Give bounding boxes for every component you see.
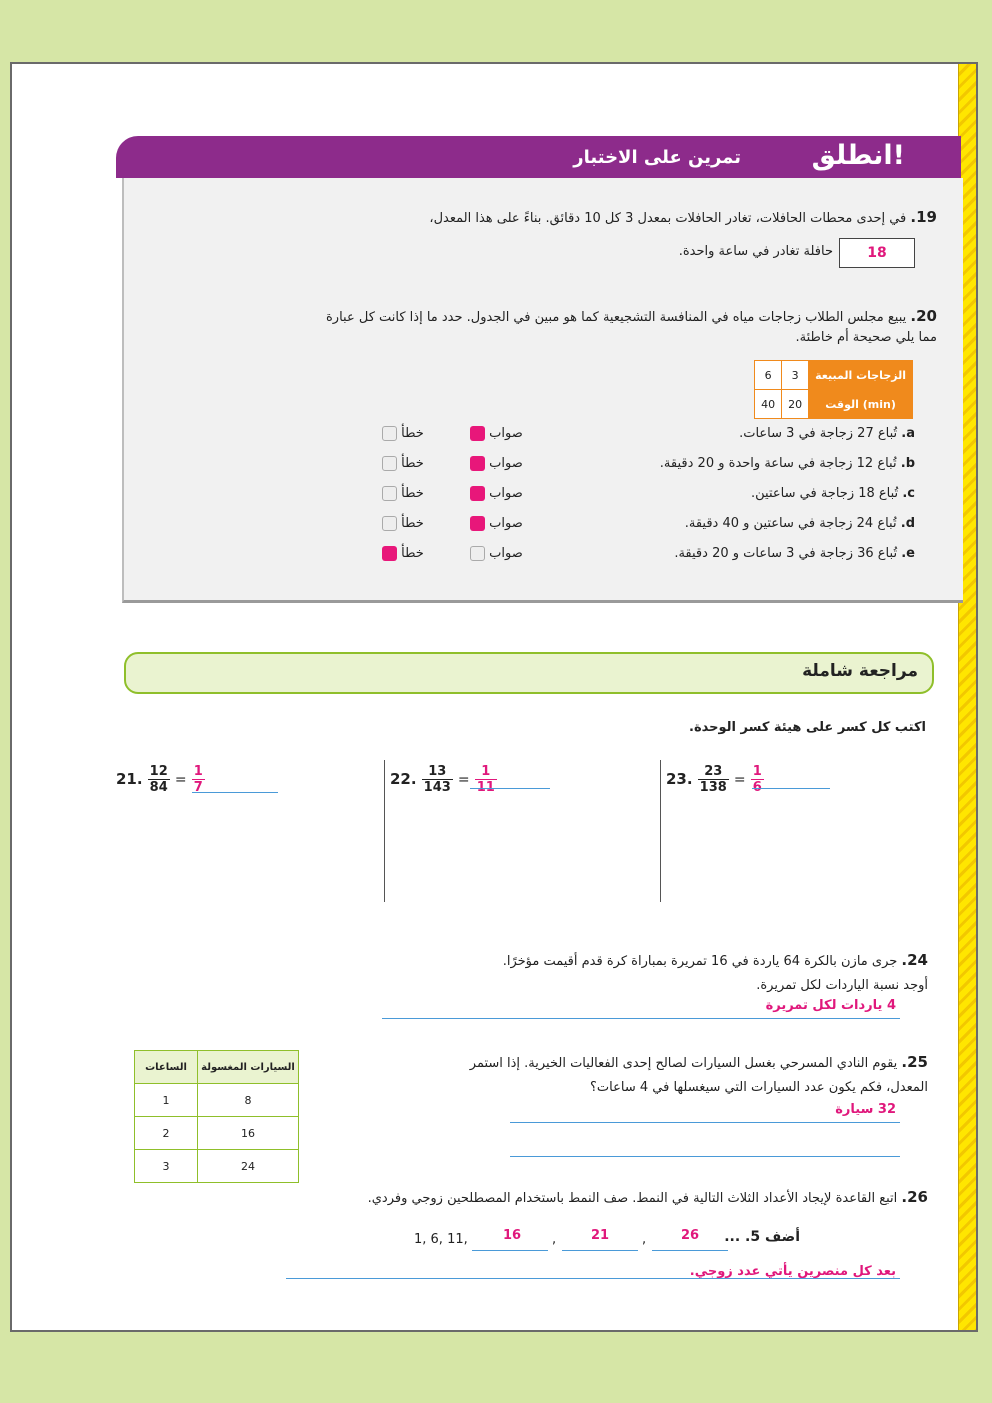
denominator: 84 <box>149 780 168 795</box>
denominator: 7 <box>193 780 203 795</box>
table-cell: 8 <box>198 1084 299 1117</box>
checkbox-true[interactable] <box>470 426 485 441</box>
numerator: 1 <box>193 764 203 779</box>
statement-text: تُباع 36 زجاجة في 3 ساعات و 20 دقيقة. <box>674 546 898 561</box>
denominator: 143 <box>423 780 451 795</box>
table-cell: 6 <box>755 361 782 390</box>
section-banner <box>116 136 961 178</box>
answer-line <box>286 1278 900 1279</box>
question-number: 20. <box>910 307 937 325</box>
question-text: اتبع القاعدة لإيجاد الأعداد الثلاث التالية في النمط. صف النمط باستخدام المصطلحين زوجي وفردي. <box>367 1191 898 1206</box>
question-19 <box>147 208 937 226</box>
numerator: 1 <box>475 764 497 780</box>
statement-letter: e. <box>901 546 915 561</box>
statement-text: تُباع 18 زجاجة في ساعتين. <box>751 486 899 501</box>
true-option[interactable] <box>470 546 523 561</box>
statement-b <box>575 456 915 471</box>
answer-fraction[interactable] <box>475 764 497 795</box>
numerator: 12 <box>149 764 168 779</box>
question-text-line1: يقوم النادي المسرحي بغسل السيارات لصالح إحدى الفعاليات الخيرية. إذا استمر <box>469 1056 898 1071</box>
checkbox-false[interactable] <box>382 516 397 531</box>
true-option[interactable] <box>470 486 523 501</box>
question-text-line1: جرى مازن بالكرة 64 ياردة في 16 تمريرة بمباراة كرة قدم أقيمت مؤخرًا. <box>502 954 898 969</box>
denominator: 11 <box>476 780 495 795</box>
numerator: 13 <box>422 764 453 780</box>
denominator: 138 <box>699 780 727 795</box>
column-divider <box>660 760 661 902</box>
true-label: صواب <box>489 486 523 501</box>
problem-number: 21. <box>116 770 143 788</box>
statement-a <box>575 426 915 441</box>
answer-line <box>510 1122 900 1123</box>
equals-sign: = <box>733 772 746 788</box>
false-option[interactable] <box>382 426 424 441</box>
table-header: الساعات <box>135 1051 198 1084</box>
checkbox-false[interactable] <box>382 486 397 501</box>
checkbox-false[interactable] <box>382 426 397 441</box>
answer-line <box>470 788 550 789</box>
false-option[interactable] <box>382 456 424 471</box>
given-fraction <box>698 764 729 795</box>
true-label: صواب <box>489 426 523 441</box>
question-26 <box>168 1188 928 1206</box>
banner-title: انطلق! <box>811 140 905 171</box>
numerator: 1 <box>752 764 762 779</box>
statement-letter: d. <box>900 516 915 531</box>
car-wash-table <box>134 1050 299 1183</box>
checkbox-true[interactable] <box>470 456 485 471</box>
answer-24[interactable]: 4 ياردات لكل تمريرة <box>765 998 896 1013</box>
checkbox-true[interactable] <box>470 486 485 501</box>
banner-subtitle: تمرين على الاختبار <box>573 147 741 168</box>
answer-line <box>562 1250 638 1251</box>
true-label: صواب <box>489 456 523 471</box>
bottles-time-table <box>754 360 913 419</box>
fraction-problem-22 <box>390 764 497 795</box>
question-25 <box>368 1050 928 1100</box>
table-cell: 40 <box>755 390 782 419</box>
table-header: الوقت (min) <box>809 390 913 419</box>
false-label: خطأ <box>401 546 424 561</box>
rule-label <box>724 1229 800 1245</box>
statement-letter: c. <box>902 486 915 501</box>
true-option[interactable] <box>470 516 523 531</box>
checkbox-false[interactable] <box>382 546 397 561</box>
table-cell: 2 <box>135 1117 198 1150</box>
question-number: 25. <box>901 1053 928 1071</box>
question-19-suffix: حافلة تغادر في ساعة واحدة. <box>678 244 833 259</box>
false-label: خطأ <box>401 516 424 531</box>
problem-number: 23. <box>666 770 693 788</box>
rule-text: أضف 5. <box>745 1229 800 1245</box>
equals-sign: = <box>174 772 187 788</box>
comma: , <box>642 1232 647 1247</box>
checkbox-false[interactable] <box>382 456 397 471</box>
false-label: خطأ <box>401 486 424 501</box>
table-cell: 20 <box>782 390 809 419</box>
answer-25[interactable]: 32 سيارة <box>835 1102 896 1117</box>
statement-text: تُباع 12 زجاجة في ساعة واحدة و 20 دقيقة. <box>659 456 897 471</box>
review-header <box>124 652 934 694</box>
table-header: الزجاجات المبيعة <box>809 361 913 390</box>
false-option[interactable] <box>382 546 424 561</box>
problem-number: 22. <box>390 770 417 788</box>
denominator: 6 <box>752 780 762 795</box>
sequence-answer-2[interactable]: 21 <box>590 1228 610 1243</box>
statement-text: تُباع 27 زجاجة في 3 ساعات. <box>739 426 898 441</box>
answer-fraction[interactable] <box>751 764 764 795</box>
given-fraction <box>148 764 170 795</box>
sequence-answer-1[interactable]: 16 <box>502 1228 522 1243</box>
checkbox-true[interactable] <box>470 516 485 531</box>
question-20 <box>137 306 937 348</box>
comma: , <box>552 1232 557 1247</box>
true-label: صواب <box>489 546 523 561</box>
answer-line <box>382 1018 900 1019</box>
false-option[interactable] <box>382 486 424 501</box>
column-divider <box>384 760 385 902</box>
table-cell: 16 <box>198 1117 299 1150</box>
answer-line <box>192 792 278 793</box>
answer-line <box>752 788 830 789</box>
ellipsis: ... <box>724 1229 741 1245</box>
fraction-problem-21 <box>116 764 205 795</box>
statement-c <box>575 486 915 501</box>
answer-box-19[interactable]: 18 <box>839 238 915 268</box>
false-label: خطأ <box>401 426 424 441</box>
table-cell: 24 <box>198 1150 299 1183</box>
statement-e <box>575 546 915 561</box>
answer-line <box>510 1156 900 1157</box>
answer-fraction[interactable] <box>192 764 205 795</box>
true-option[interactable] <box>470 426 523 441</box>
question-text-line2: مما يلي صحيحة أم خاطئة. <box>795 330 937 345</box>
review-title: مراجعة شاملة <box>802 661 918 681</box>
sequence-given: 1, 6, 11, <box>414 1232 468 1247</box>
numerator: 23 <box>698 764 729 780</box>
true-option[interactable] <box>470 456 523 471</box>
true-label: صواب <box>489 516 523 531</box>
false-label: خطأ <box>401 456 424 471</box>
checkbox-true[interactable] <box>470 546 485 561</box>
statement-letter: a. <box>901 426 915 441</box>
statement-text: تُباع 24 زجاجة في ساعتين و 40 دقيقة. <box>684 516 897 531</box>
question-number: 26. <box>901 1188 928 1206</box>
table-cell: 3 <box>782 361 809 390</box>
question-text: في إحدى محطات الحافلات، تغادر الحافلات بمعدل 3 كل 10 دقائق. بناءً على هذا المعدل، <box>429 211 907 226</box>
false-option[interactable] <box>382 516 424 531</box>
answer-line <box>652 1250 728 1251</box>
question-text-line1: يبيع مجلس الطلاب زجاجات مياه في المنافسة التشجيعية كما هو مبين في الجدول. حدد ما إذا كانت كل عبارة <box>325 310 907 325</box>
question-number: 24. <box>901 951 928 969</box>
equals-sign: = <box>457 772 470 788</box>
question-24 <box>368 948 928 998</box>
answer-line <box>472 1250 548 1251</box>
test-practice-panel <box>122 178 963 603</box>
given-fraction <box>422 764 453 795</box>
question-text-line2: أوجد نسبة الياردات لكل تمريرة. <box>756 978 928 993</box>
review-instruction: اكتب كل كسر على هيئة كسر الوحدة. <box>689 720 926 735</box>
pattern-description[interactable]: بعد كل منصرين يأتي عدد زوجي. <box>689 1264 896 1279</box>
statement-d <box>575 516 915 531</box>
question-number: 19. <box>910 208 937 226</box>
table-cell: 1 <box>135 1084 198 1117</box>
table-cell: 3 <box>135 1150 198 1183</box>
fraction-problem-23 <box>666 764 764 795</box>
sequence-answer-3[interactable]: 26 <box>680 1228 700 1243</box>
table-header: السيارات المغسولة <box>198 1051 299 1084</box>
question-text-line2: المعدل، فكم يكون عدد السيارات التي سيغسلها في 4 ساعات؟ <box>590 1080 928 1095</box>
worksheet-page <box>10 62 978 1332</box>
statement-letter: b. <box>900 456 915 471</box>
